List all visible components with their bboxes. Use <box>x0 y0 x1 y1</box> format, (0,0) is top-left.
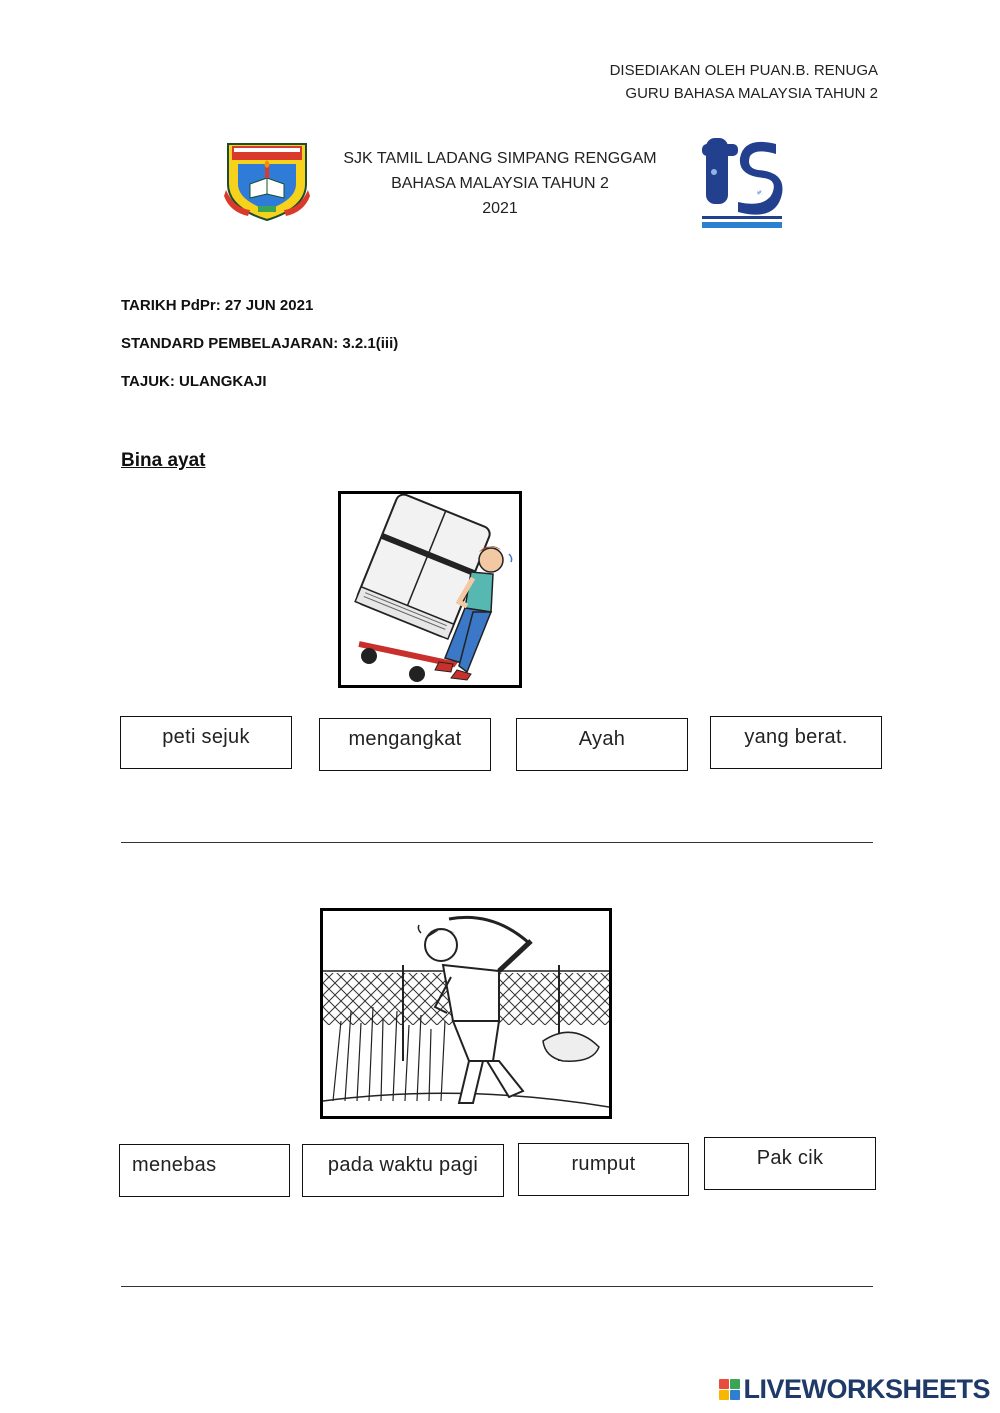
word-text: menebas <box>132 1154 217 1176</box>
answer-line[interactable] <box>121 1286 873 1287</box>
word-text: rumput <box>571 1153 636 1175</box>
man-pushing-fridge-illustration <box>341 494 519 685</box>
teacher-role: GURU BAHASA MALAYSIA TAHUN 2 <box>625 85 878 102</box>
word-card[interactable] <box>516 718 688 771</box>
picture-man-pushing-fridge <box>338 491 522 688</box>
word-text: Ayah <box>578 728 626 750</box>
word-card[interactable] <box>710 716 882 769</box>
liveworksheets-logo-icon <box>719 1379 740 1400</box>
school-name: SJK TAMIL LADANG SIMPANG RENGGAM <box>343 150 657 167</box>
ts25-logo-icon <box>700 132 786 230</box>
subject-title: BAHASA MALAYSIA TAHUN 2 <box>391 175 609 192</box>
word-card[interactable] <box>319 718 491 771</box>
word-text: pada waktu pagi <box>327 1154 479 1176</box>
learning-standard: STANDARD PEMBELAJARAN: 3.2.1(iii) <box>121 335 399 352</box>
man-cutting-grass-illustration <box>323 911 609 1116</box>
ts25-number: 25 <box>756 186 772 201</box>
prepared-by: DISEDIAKAN OLEH PUAN.B. RENUGA <box>609 62 878 79</box>
liveworksheets-brand[interactable] <box>719 1374 990 1405</box>
word-text: yang berat. <box>744 726 848 748</box>
picture-man-cutting-grass <box>320 908 612 1119</box>
word-text: peti sejuk <box>162 726 250 748</box>
word-card[interactable] <box>120 716 292 769</box>
word-card[interactable] <box>704 1137 876 1190</box>
lesson-date: TARIKH PdPr: 27 JUN 2021 <box>121 297 314 314</box>
answer-line[interactable] <box>121 842 873 843</box>
lesson-topic: TAJUK: ULANGKAJI <box>121 373 267 390</box>
word-card[interactable] <box>518 1143 689 1196</box>
word-text: mengangkat <box>348 728 462 750</box>
section-title: Bina ayat <box>121 450 206 471</box>
school-crest-icon <box>222 138 312 222</box>
word-text: Pak cik <box>756 1147 824 1169</box>
word-card[interactable] <box>119 1144 290 1197</box>
word-card[interactable] <box>302 1144 504 1197</box>
brand-text: LIVEWORKSHEETS <box>743 1374 990 1404</box>
year: 2021 <box>482 200 518 217</box>
